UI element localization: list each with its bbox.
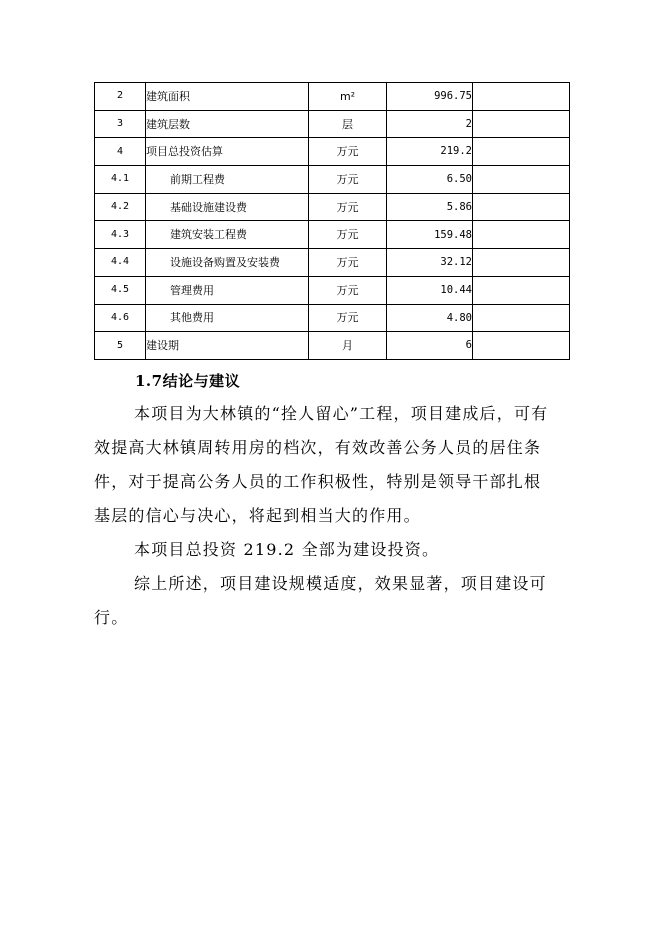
cell-item-name: 项目总投资估算: [146, 138, 309, 166]
cell-item-name: 基础设施建设费: [146, 193, 309, 221]
table-row: [95, 221, 570, 249]
cell-unit: 万元: [309, 276, 387, 304]
table-body: [95, 83, 570, 360]
cell-item-name: 其他费用: [146, 304, 309, 332]
cell-unit: 层: [309, 110, 387, 138]
cell-value: 5.86: [387, 193, 473, 221]
cell-item-name: 建设期: [146, 332, 309, 360]
section-heading: [135, 370, 240, 391]
cell-unit: 万元: [309, 138, 387, 166]
cell-item-name: 管理费用: [146, 276, 309, 304]
cell-row-number: 4.1: [95, 166, 146, 194]
cell-value: 996.75: [387, 83, 473, 111]
cell-value: 10.44: [387, 276, 473, 304]
cell-unit: 万元: [309, 249, 387, 277]
cell-row-number: 5: [95, 332, 146, 360]
cell-note: [473, 83, 570, 111]
cell-unit: 万元: [309, 221, 387, 249]
cell-value: 219.2: [387, 138, 473, 166]
table-row: [95, 166, 570, 194]
cell-row-number: 4.2: [95, 193, 146, 221]
cell-value: 2: [387, 110, 473, 138]
summary-paragraph: 综上所述，项目建设规模适度，效果显著，项目建设可行。: [94, 574, 547, 627]
cell-item-name: 前期工程费: [146, 166, 309, 194]
cell-unit: 月: [309, 332, 387, 360]
table-row: [95, 138, 570, 166]
cell-unit: m²: [309, 83, 387, 111]
cell-unit: 万元: [309, 166, 387, 194]
table-row: [95, 304, 570, 332]
cell-row-number: 4.5: [95, 276, 146, 304]
table-row: [95, 276, 570, 304]
cell-value: 6.50: [387, 166, 473, 194]
cell-unit: 万元: [309, 304, 387, 332]
table-row: [95, 249, 570, 277]
cell-note: [473, 249, 570, 277]
cell-note: [473, 110, 570, 138]
cell-note: [473, 221, 570, 249]
cell-note: [473, 166, 570, 194]
cell-note: [473, 276, 570, 304]
cell-note: [473, 304, 570, 332]
cell-row-number: 4.4: [95, 249, 146, 277]
cell-item-name: 建筑层数: [146, 110, 309, 138]
cell-note: [473, 138, 570, 166]
cell-value: 32.12: [387, 249, 473, 277]
cell-note: [473, 193, 570, 221]
cell-row-number: 2: [95, 83, 146, 111]
cell-row-number: 3: [95, 110, 146, 138]
investment-paragraph: 本项目总投资 219.2 全部为建设投资。: [134, 540, 440, 559]
section-number: 1.7: [135, 372, 163, 390]
table-row: [95, 193, 570, 221]
table-row: [95, 110, 570, 138]
conclusion-paragraph: 本项目为大林镇的“拴人留心”工程，项目建成后，可有效提高大林镇周转用房的档次，有效改善公务人员的居住条件，对于提高公务人员的工作积极性，特别是领导干部扎根基层的信心与决心，将起到相当大的作用。: [94, 404, 549, 525]
cell-item-name: 建筑安装工程费: [146, 221, 309, 249]
cell-row-number: 4.6: [95, 304, 146, 332]
table-row: [95, 83, 570, 111]
cell-row-number: 4.3: [95, 221, 146, 249]
cell-value: 4.80: [387, 304, 473, 332]
cell-item-name: 建筑面积: [146, 83, 309, 111]
cell-value: 159.48: [387, 221, 473, 249]
cell-value: 6: [387, 332, 473, 360]
section-title: 结论与建议: [162, 372, 241, 390]
table-row: [95, 332, 570, 360]
cell-unit: 万元: [309, 193, 387, 221]
cell-item-name: 设施设备购置及安装费: [146, 249, 309, 277]
cell-note: [473, 332, 570, 360]
cell-row-number: 4: [95, 138, 146, 166]
project-summary-table: [94, 82, 570, 360]
